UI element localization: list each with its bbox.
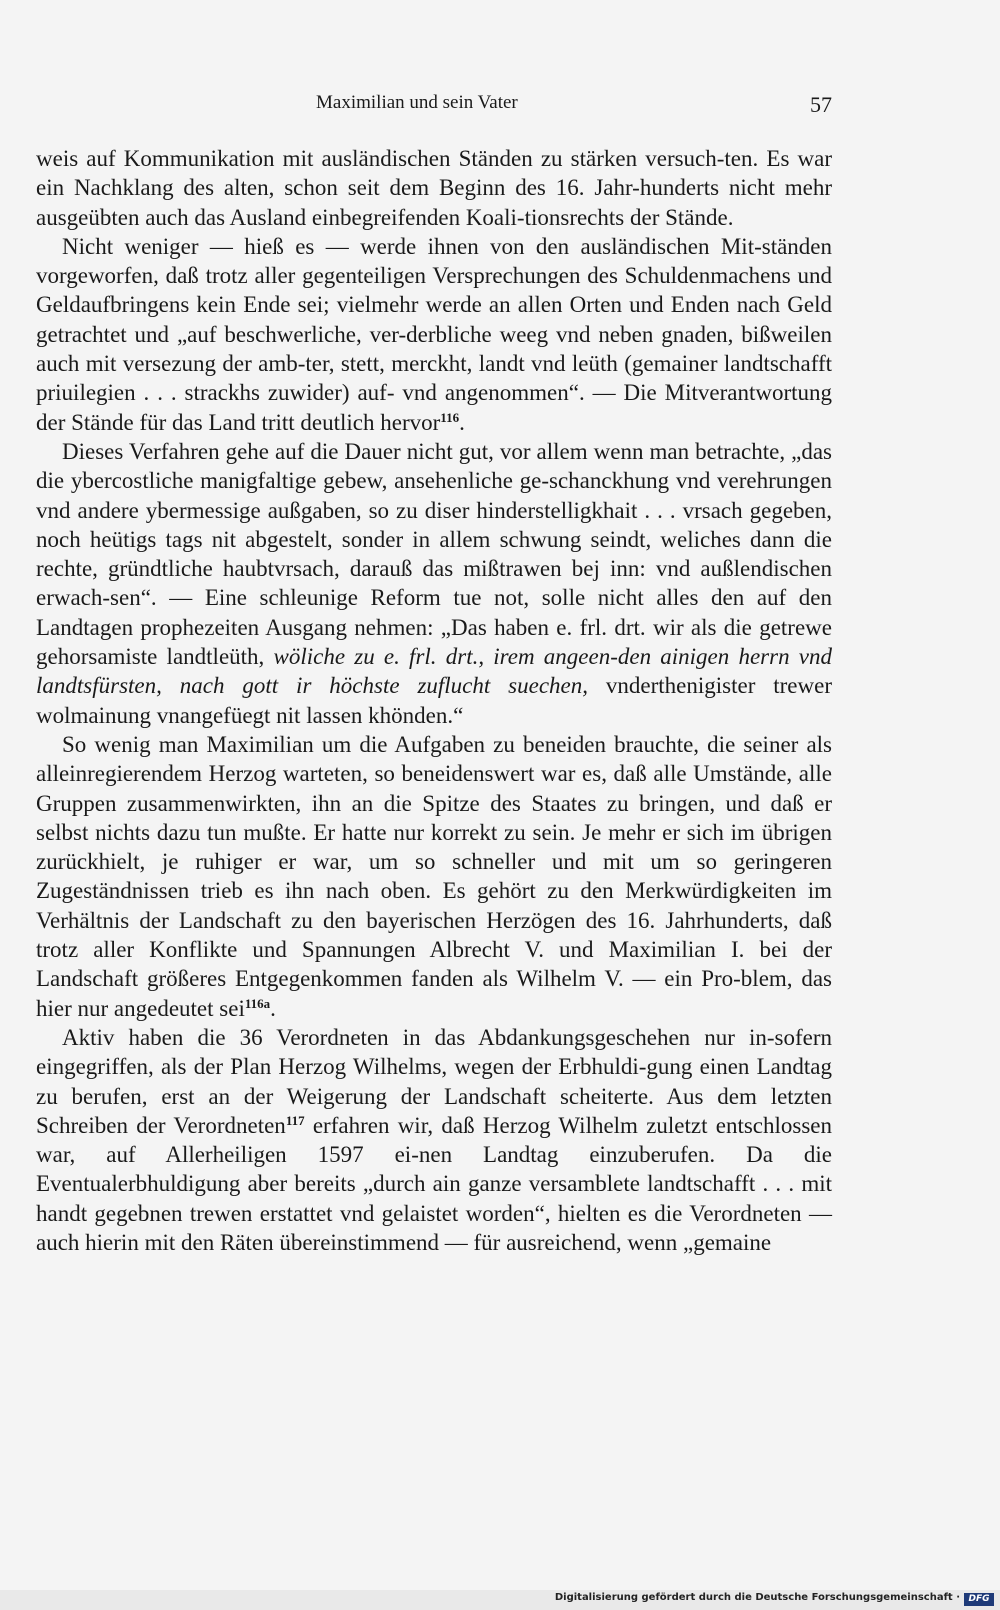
paragraph-5: Aktiv haben die 36 Verordneten in das Abdankungsgeschehen nur in-sofern eingegriffen, als der Plan Herzog Wilhelms, wegen der Erbhuldi-gung einen Landtag zu berufen, erst an der Weigerung der Landschaft scheiterte. Aus dem letzten Schreiben der Verordneten$^{117}$ erfahren wir, daß Herzog Wilhelm zuletzt entschlossen war, auf Allerheiligen 1597 ei-nen Landtag einzuberufen. Da die Eventualerbhuldigung aber bereits „durch ain ganze versamblete landtschafft . . . mit handt gegebnen trewen erstattet vnd gelaistet worden“, hielten es die Verordneten — auch hierin mit den Räten übereinstimmend — für ausreichend, wenn „gemaine xyxy=(36,1024,832,1255)
italic-quote: wöliche zu e. frl. drt., irem angeen-den ainigen herrn vnd landtsfürsten, nach gott ir höchste zuflucht suechen, xyxy=(36,644,832,699)
paragraph-2: Nicht weniger — hieß es — werde ihnen von den ausländischen Mit-ständen vorgeworfen, daß trotz aller gegenteiligen Versprechungen des Schuldenmachens und Geldaufbringens kein Ende sei; vielmehr werde an allen Orten und Enden nach Geld getrachtet und „auf beschwerliche, ver-derbliche weeg vnd neben gnaden, bißweilen auch mit versezung der amb-ter, stett, merckht, landt vnd leüth (gemainer landtschafft priuilegien . . . strackhs zuwider) auf- vnd angenommen“. — Die Mitverantwortung der Stände für das Land tritt deutlich hervor$^{116}$. xyxy=(36,233,832,435)
page-number: 57 xyxy=(810,92,832,117)
running-title: Maximilian und sein Vater xyxy=(316,92,518,113)
footnote-ref-116a[interactable]: 116a xyxy=(244,995,271,1011)
page-header xyxy=(36,92,832,122)
paragraph-4: So wenig man Maximilian um die Aufgaben zu beneiden brauchte, die seiner als alleinregierendem Herzog warteten, so beneidenswert war es, daß alle Umstände, alle Gruppen zusammenwirkten, ihn an die Spitze des Staates zu bringen, und daß er selbst nichts dazu tun mußte. Er hatte nur korrekt zu sein. Je mehr er sich im übrigen zurückhielt, je ruhiger er war, um so schneller und mit um so geringeren Zugeständnissen trieb es ihn nach oben. Es gehört zu den Merkwürdigkeiten im Verhältnis der Landschaft zu den bayerischen Herzögen des 16. Jahrhunderts, daß trotz aller Konflikte und Spannungen Albrecht V. und Maximilian I. bei der Landschaft größeres Entgegenkommen fanden als Wilhelm V. — ein Pro-blem, das hier nur angedeutet sei$^{116a}$. xyxy=(36,731,832,1021)
dfg-logo: DFG xyxy=(964,1593,994,1606)
body-text xyxy=(36,144,832,1257)
footnote-ref-117[interactable]: 117 xyxy=(285,1112,305,1128)
paragraph-1: weis auf Kommunikation mit ausländischen Ständen zu stärken versuch-ten. Es war ein Nachklang des alten, schon seit dem Beginn des 16. Jahr-hunderts nicht mehr ausgeübten auch das Ausland einbegreifenden Koali-tionsrechts der Stände. xyxy=(36,146,832,230)
footer-credit: Digitalisierung gefördert durch die Deutsche Forschungsgemeinschaft · xyxy=(554,1592,960,1603)
digitization-footer xyxy=(0,1590,1000,1610)
footnote-ref-116[interactable]: 116 xyxy=(440,409,460,425)
paragraph-3: Dieses Verfahren gehe auf die Dauer nicht gut, vor allem wenn man betrachte, „das die ybercostliche manigfaltige gebew, ansehenliche ge-schanckhung vnd verehrungen vnd andere ybermessige außgaben, so zu diser hinderstelligkhait . . . vrsach gegeben, noch heütigs tags nit abgestelt, sonder in allem schwung seindt, weliches dann die rechte, gründtliche haubtvrsach, darauß das mißtrawen bej inn: vnd außlendischen erwach-sen“. — Eine schleunige Reform tue not, solle nicht alles den auf den Landtagen prophezeiten Ausgang nehmen: „Das haben e. frl. drt. wir als die getrewe gehorsamiste landtleüth, wöliche zu e. frl. drt., irem angeen-den ainigen herrn vnd landtsfürsten, nach gott ir höchste zuflucht suechen, vnderthenigister trewer wolmainung vnangefüegt nit lassen khönden.“ xyxy=(36,438,832,728)
